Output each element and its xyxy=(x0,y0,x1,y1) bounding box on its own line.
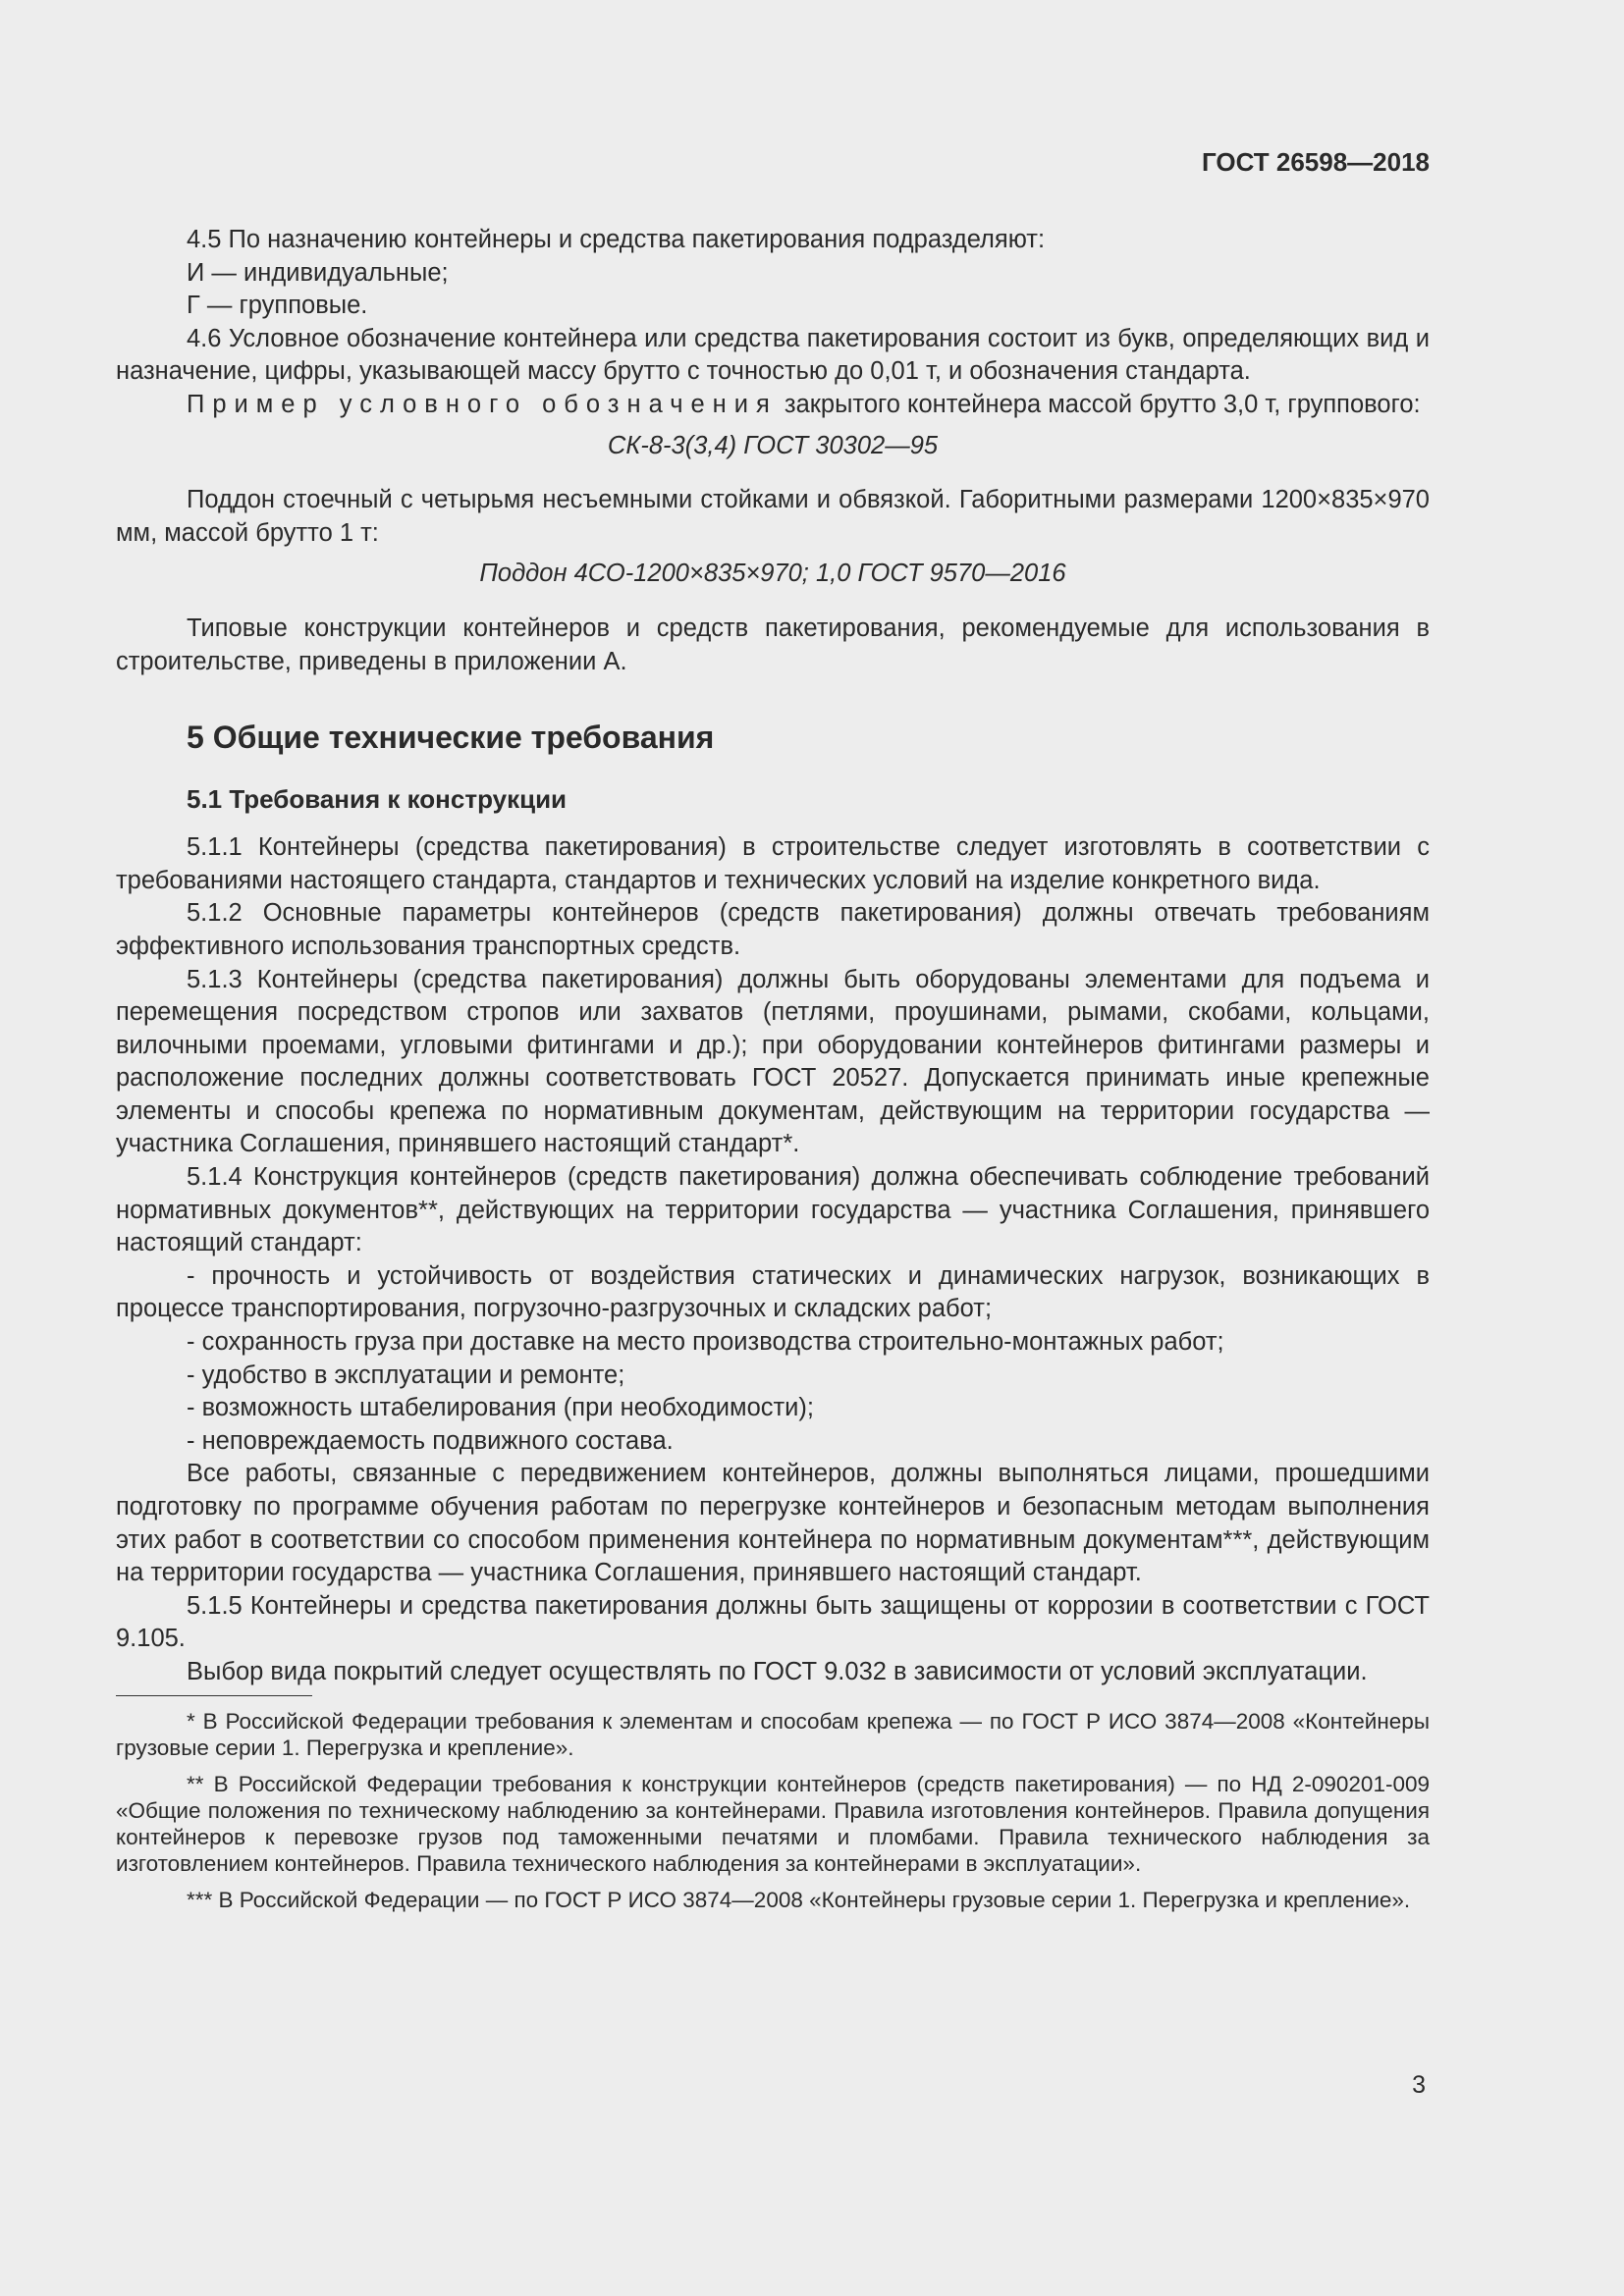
subsection-5-1-title: 5.1 Требования к конструкции xyxy=(187,784,568,815)
example-paragraph xyxy=(116,389,1430,422)
bullet-strength: - прочность и устойчивость от воздействия статических и динамических нагрузок, возникающих в процессе транспортирования, погрузочно-разгрузочных и складских работ; xyxy=(116,1261,1430,1323)
bullet-stacking: - возможность штабелирования (при необходимости); xyxy=(187,1394,814,1422)
example-text: закрытого контейнера массой брутто 3,0 т, группового: xyxy=(777,390,1421,418)
coating-choice-paragraph: Выбор вида покрытий следует осуществлять по ГОСТ 9.032 в зависимости от условий эксплуатации. xyxy=(187,1657,1368,1685)
clause-5-1-5: 5.1.5 Контейнеры и средства пакетирования должны быть защищены от коррозии в соответствии с ГОСТ 9.105. xyxy=(116,1591,1430,1653)
clause-5-1-3: 5.1.3 Контейнеры (средства пакетирования) должны быть оборудованы элементами для подъема и перемещения посредством стропов или захватов (петлями, проушинами, рымами, скобами, кольцами, вилочными проемами, угловыми фитингами и др.); при оборудовании контейнеров фитингами размеры и расположение последних должны соответствовать ГОСТ 20527. Допускается принимать иные крепежные элементы и способы крепежа по нормативным документам, действующим на территории государства — участника Соглашения, принявшего настоящий стандарт*. xyxy=(116,965,1430,1158)
typical-designs-paragraph: Типовые конструкции контейнеров и средств пакетирования, рекомендуемые для использования в строительстве, приведены в приложении А. xyxy=(116,614,1430,675)
pallet-paragraph: Поддон стоечный с четырьмя несъемными стойками и обвязкой. Габоритными размерами 1200×835×970 мм, массой брутто 1 т: xyxy=(116,486,1430,547)
list-item-group: Г — групповые. xyxy=(187,292,368,320)
footnote-1: * В Российской Федерации требования к элементам и способам крепежа — по ГОСТ Р ИСО 3874—2008 «Контейнеры грузовые серии 1. Перегрузка и крепление». xyxy=(116,1708,1430,1760)
footnote-3: *** В Российской Федерации — по ГОСТ Р ИСО 3874—2008 «Контейнеры грузовые серии 1. Перегрузка и крепление». xyxy=(187,1887,1411,1912)
formula-container: СК-8-3(3,4) ГОСТ 30302—95 xyxy=(607,431,939,459)
bullet-rolling-stock: - неповреждаемость подвижного состава. xyxy=(187,1426,674,1455)
clause-5-1-4: 5.1.4 Конструкция контейнеров (средств пакетирования) должна обеспечивать соблюдение требований нормативных документов**, действующих на территории государства — участника Соглашения, принявшего настоящий стандарт: xyxy=(116,1163,1430,1257)
page-number: 3 xyxy=(1412,2071,1426,2099)
footnote-2: ** В Российской Федерации требования к конструкции контейнеров (средств пакетирования) — по НД 2-090201-009 «Общие положения по техническому наблюдению за контейнерами. Правила изготовления контейнеров. Правила допущения контейнеров к перевозке грузов под таможенными печатями и пломбами. Правила технического наблюдения за изготовлением контейнеров. Правила технического наблюдения за контейнерами в эксплуатации». xyxy=(116,1771,1430,1876)
formula-pallet: Поддон 4СО-1200×835×970; 1,0 ГОСТ 9570—2016 xyxy=(479,560,1066,588)
section-5-title: 5 Общие технические требования xyxy=(187,720,715,756)
clause-5-1-1: 5.1.1 Контейнеры (средства пакетирования) в строительстве следует изготовлять в соответствии с требованиями настоящего стандарта, стандартов и технических условий на изделие конкретного вида. xyxy=(116,833,1430,894)
bullet-cargo-safety: - сохранность груза при доставке на место производства строительно-монтажных работ; xyxy=(187,1328,1224,1357)
all-works-paragraph: Все работы, связанные с передвижением контейнеров, должны выполняться лицами, прошедшими подготовку по программе обучения работам по перегрузке контейнеров и безопасным методам выполнения этих работ в соответствии со способом применения контейнера по нормативным документам***, действующим на территории государства — участника Соглашения, принявшего настоящий стандарт. xyxy=(116,1460,1430,1587)
clause-4-5: 4.5 По назначению контейнеры и средства пакетирования подразделяют: xyxy=(187,226,1046,253)
page-content xyxy=(116,224,1430,1923)
list-item-individual: И — индивидуальные; xyxy=(187,258,449,287)
bullet-convenience: - удобство в эксплуатации и ремонте; xyxy=(187,1361,625,1389)
example-label: Пример условного обозначения xyxy=(187,390,778,418)
clause-4-6: 4.6 Условное обозначение контейнера или средства пакетирования состоит из букв, определяющих вид и назначение, цифры, указывающей массу брутто с точностью до 0,01 т, и обозначения стандарта. xyxy=(116,324,1430,386)
clause-5-1-2: 5.1.2 Основные параметры контейнеров (средств пакетирования) должны отвечать требованиям эффективного использования транспортных средств. xyxy=(116,899,1430,960)
footnote-divider xyxy=(116,1695,312,1696)
doc-header-code: ГОСТ 26598—2018 xyxy=(1202,147,1430,177)
